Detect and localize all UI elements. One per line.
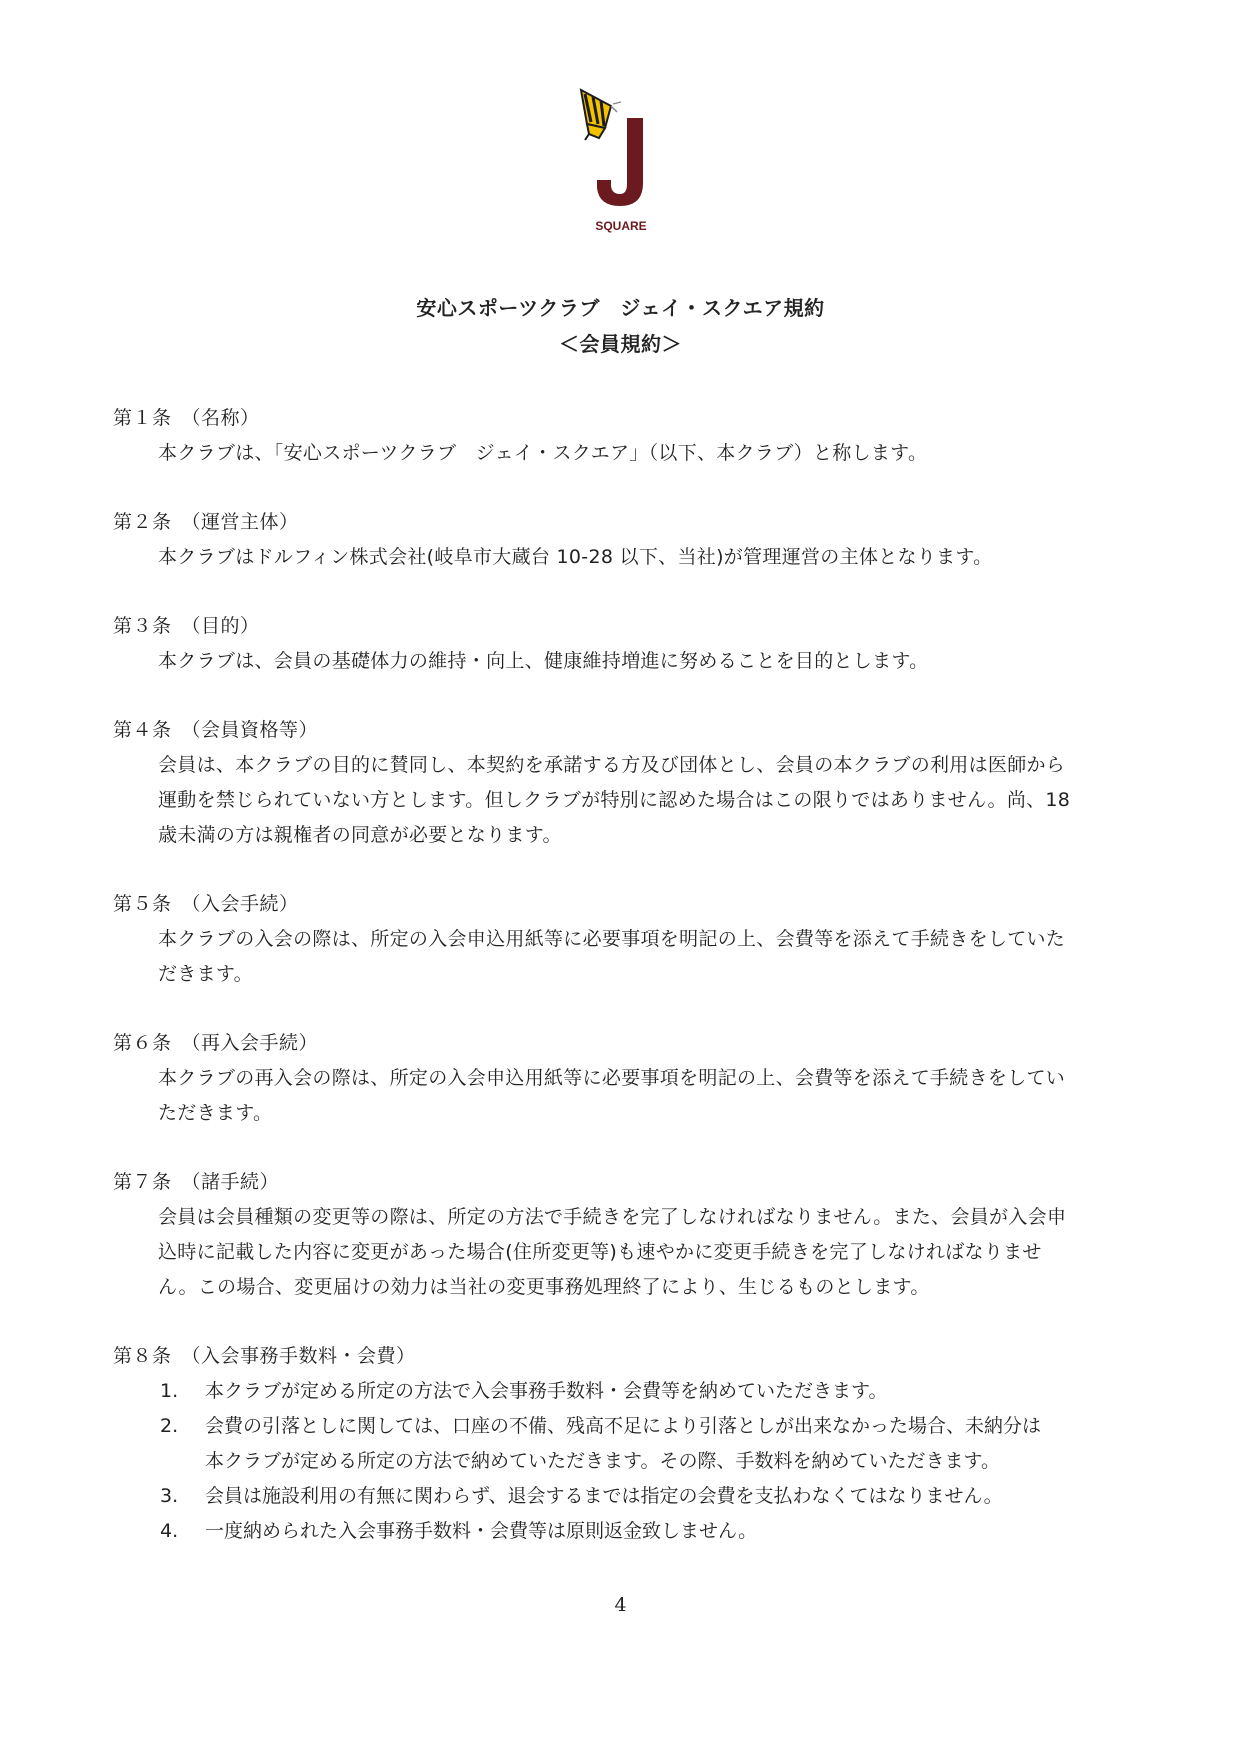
list-item-line: 一度納められた入会事務手数料・会費等は原則返金致しません。	[205, 1520, 758, 1542]
logo-caption: SQUARE	[595, 219, 647, 233]
list-number: 2.	[160, 1415, 179, 1437]
list-number: 1.	[160, 1380, 179, 1402]
article-body-line: 本クラブは、会員の基礎体力の維持・向上、健康維持増進に努めることを目的とします。	[158, 650, 929, 672]
page-number: 4	[614, 1594, 627, 1616]
article-body-line: 本クラブはドルフィン株式会社(岐阜市大蔵台 10-28 以下、当社)が管理運営の主体となります。	[158, 546, 993, 568]
list-item	[113, 1409, 1143, 1479]
list-item	[113, 1479, 1143, 1514]
article-body-line: 本クラブは、「安心スポーツクラブ ジェイ・スクエア」（以下、本クラブ）と称します。	[158, 442, 928, 464]
article-body-line: ただきます。	[158, 1102, 273, 1124]
list-item-line: 会費の引落としに関しては、口座の不備、残高不足により引落としが出来なかった場合、未納分は	[205, 1415, 1042, 1437]
article-2	[113, 505, 1143, 575]
list-item	[113, 1374, 1143, 1409]
article-3	[113, 609, 1143, 679]
article-4	[113, 713, 1143, 853]
article-body-line: 歳未満の方は親権者の同意が必要となります。	[158, 824, 562, 846]
article-heading: 第２条 （運営主体）	[113, 511, 299, 533]
article-heading: 第７条 （諸手続）	[113, 1171, 280, 1193]
article-5	[113, 887, 1143, 992]
list-item-line: 本クラブが定める所定の方法で入会事務手数料・会費等を納めていただきます。	[205, 1380, 888, 1402]
butterfly-j-logo-icon	[575, 88, 667, 238]
article-1	[113, 401, 1143, 471]
numbered-list	[113, 1374, 1143, 1549]
list-number: 3.	[160, 1485, 179, 1507]
article-heading: 第３条 （目的）	[113, 615, 260, 637]
article-body-line: ん。この場合、変更届けの効力は当社の変更事務処理終了により、生じるものとします。	[158, 1276, 930, 1298]
article-body-line: だきます。	[158, 963, 253, 985]
article-body-line: 会員は会員種類の変更等の際は、所定の方法で手続きを完了しなければなりません。また、会員が入会申	[158, 1206, 1067, 1228]
list-item	[113, 1514, 1143, 1549]
article-6	[113, 1026, 1143, 1131]
article-heading: 第１条 （名称）	[113, 407, 260, 429]
article-8	[113, 1339, 1143, 1549]
document-subtitle: ＜会員規約＞	[559, 332, 682, 356]
article-body-line: 込時に記載した内容に変更があった場合(住所変更等)も速やかに変更手続きを完了しなければなりませ	[158, 1241, 1042, 1263]
article-heading: 第５条 （入会手続）	[113, 893, 299, 915]
butterfly-icon	[581, 90, 621, 140]
article-body-line: 本クラブの入会の際は、所定の入会申込用紙等に必要事項を明記の上、会費等を添えて手続きをしていた	[158, 928, 1066, 950]
article-heading: 第４条 （会員資格等）	[113, 719, 319, 741]
article-body-line: 本クラブの再入会の際は、所定の入会申込用紙等に必要事項を明記の上、会費等を添えて手続きをしてい	[158, 1067, 1066, 1089]
list-item-line: 本クラブが定める所定の方法で納めていただきます。その際、手数料を納めていただきます。	[205, 1450, 1000, 1472]
document-title: 安心スポーツクラブ ジェイ・スクエア規約	[416, 296, 825, 320]
list-number: 4.	[160, 1520, 179, 1542]
article-body-line: 運動を禁じられていない方とします。但しクラブが特別に認めた場合はこの限りではありません。尚、18	[158, 789, 1071, 811]
club-logo	[575, 88, 667, 238]
article-heading: 第８条 （入会事務手数料・会費）	[113, 1345, 416, 1367]
article-body-line: 会員は、本クラブの目的に賛同し、本契約を承諾する方及び団体とし、会員の本クラブの利用は医師から	[158, 754, 1066, 776]
title-block	[0, 290, 1241, 362]
list-item-line: 会員は施設利用の有無に関わらず、退会するまでは指定の会費を支払わなくてはなりません。	[205, 1485, 1003, 1507]
article-heading: 第６条 （再入会手続）	[113, 1032, 319, 1054]
article-7	[113, 1165, 1143, 1305]
